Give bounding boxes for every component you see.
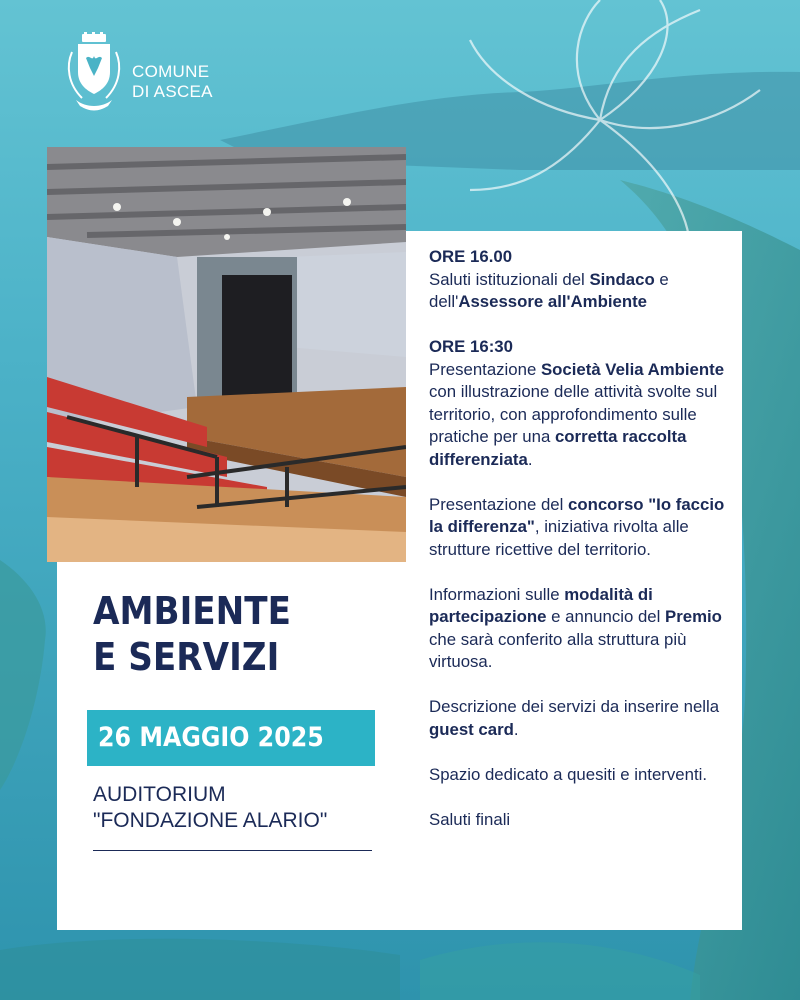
program-text: Descrizione dei servizi da inserire nella (429, 697, 720, 716)
venue-line1: AUDITORIUM (93, 783, 226, 806)
program-list (429, 246, 729, 854)
venue-divider (93, 850, 372, 851)
program-highlight: modalità di partecipazione (429, 584, 653, 626)
program-text: Informazioni sulle (429, 584, 565, 604)
program-item (429, 494, 729, 562)
program-text: Presentazione (429, 359, 541, 379)
town-name-line2: DI ASCEA (132, 82, 213, 101)
program-text: e dell' (429, 269, 669, 311)
program-text: che sarà conferito alla struttura più virtuosa. (429, 629, 687, 671)
program-item (429, 246, 729, 314)
event-title (93, 588, 291, 680)
event-venue (93, 782, 327, 834)
program-text: . (527, 449, 533, 469)
program-text: Presentazione del (429, 494, 569, 514)
program-text: e annuncio del (546, 607, 666, 626)
program-highlight: guest card (429, 719, 514, 739)
town-name (132, 62, 213, 102)
program-item (429, 809, 729, 832)
program-text: Saluti finali (429, 809, 511, 829)
venue-line2: "FONDAZIONE ALARIO" (93, 809, 328, 832)
event-title-line2: E SERVIZI (93, 635, 280, 679)
program-highlight: Società Velia Ambiente (540, 359, 725, 379)
event-title-line1: AMBIENTE (93, 589, 291, 633)
event-date: 26 MAGGIO 2025 (98, 722, 324, 753)
auditorium-photo (47, 147, 406, 562)
program-highlight: Premio (665, 607, 722, 626)
program-item (429, 696, 729, 741)
program-item (429, 336, 729, 471)
program-text: Saluti istituzionali del (429, 269, 590, 289)
program-highlight: Sindaco (589, 269, 655, 289)
program-text: . (513, 719, 519, 739)
program-highlight: Assessore all'Ambiente (458, 292, 647, 311)
program-time: ORE 16.00 (429, 247, 513, 266)
program-time: ORE 16:30 (429, 337, 513, 356)
program-text: Spazio dedicato a quesiti e interventi. (429, 764, 707, 784)
program-item (429, 764, 729, 787)
town-name-line1: COMUNE (132, 62, 210, 81)
program-text: , iniziativa rivolta alle strutture ricettive del territorio. (429, 517, 689, 559)
program-text: con illustrazione delle attività svolte sul territorio, con approfondimento sulle pratiche per una (429, 382, 718, 446)
program-highlight: corretta raccolta differenziata (429, 427, 687, 469)
program-highlight: concorso "Io faccio la differenza" (429, 494, 725, 536)
program-item (429, 584, 729, 674)
